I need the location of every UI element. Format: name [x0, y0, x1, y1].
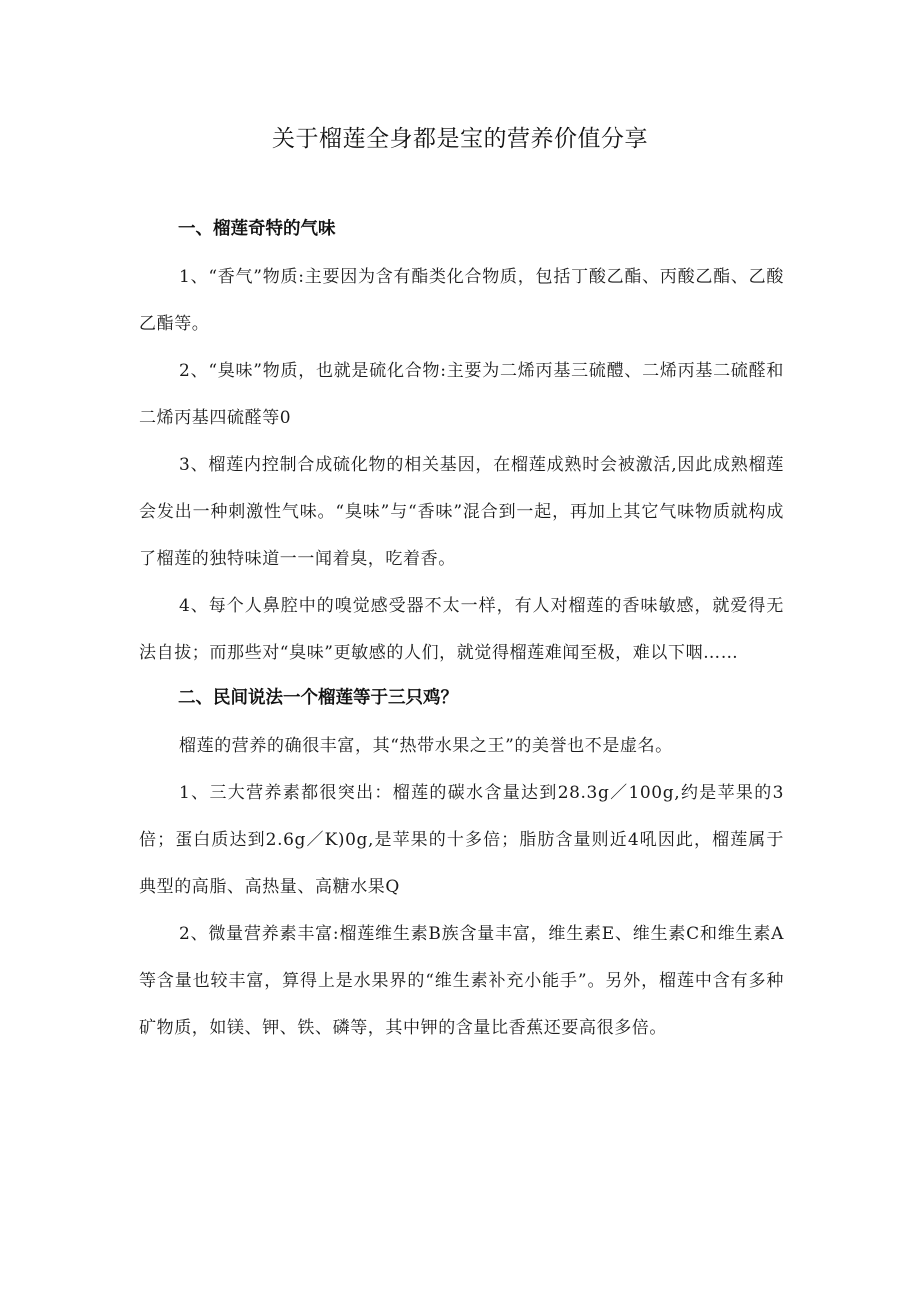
section-heading-1: 一、榴莲奇特的气味	[178, 219, 336, 239]
paragraph: 1、“香气”物质:主要因为含有酯类化合物质，包括丁酸乙酯、丙酸乙酯、乙酸乙酯等。	[139, 267, 784, 334]
paragraph: 榴莲的营养的确很丰富，其“热带水果之王”的美誉也不是虚名。	[179, 736, 673, 756]
paragraph: 2、“臭味”物质，也就是硫化合物:主要为二烯丙基三硫醴、二烯丙基二硫醛和二烯丙基四硫醛等0	[139, 361, 784, 428]
paragraph: 4、每个人鼻腔中的嗅觉感受器不太一样，有人对榴莲的香味敏感，就爱得无法自拔；而那些对“臭味”更敏感的人们，就觉得榴莲难闻至极，难以下咽……	[139, 596, 784, 663]
document-body	[139, 214, 784, 1052]
section-heading-2: 二、民间说法一个榴莲等于三只鸡？	[178, 688, 458, 708]
paragraph: 3、榴莲内控制合成硫化物的相关基因，在榴莲成熟时会被激活,因此成熟榴莲会发出一种刺激性气味。“臭味”与“香味”混合到一起，再加上其它气味物质就构成了榴莲的独特味道一一闻着臭，吃着香。	[139, 455, 784, 569]
page-title: 关于榴莲全身都是宝的营养价值分享	[272, 126, 648, 152]
paragraph: 1、三大营养素都很突出：榴莲的碳水含量达到28.3g／100g,约是苹果的3倍；蛋白质达到2.6g／K)0g,是苹果的十多倍；脂肪含量则近4吼因此，榴莲属于典型的高脂、高热量、高糖水果Q	[139, 783, 784, 897]
paragraph: 2、微量营养素丰富:榴莲维生素B族含量丰富，维生素E、维生素C和维生素A等含量也较丰富，算得上是水果界的“维生素补充小能手”。另外，榴莲中含有多种矿物质，如镁、钾、铁、磷等，其中钾的含量比香蕉还要高很多倍。	[139, 924, 784, 1038]
